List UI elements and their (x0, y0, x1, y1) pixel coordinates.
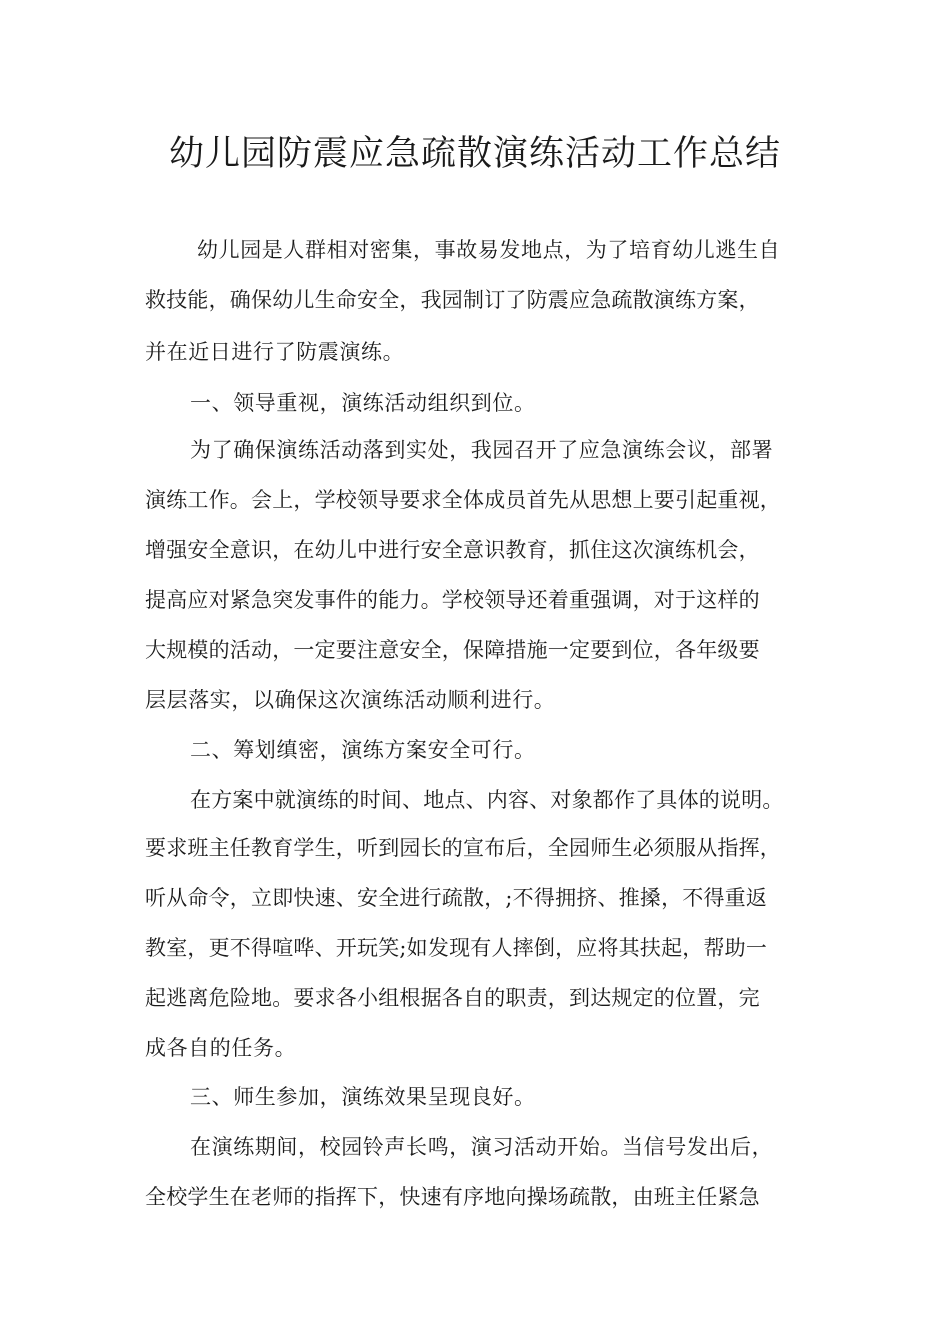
section-heading: 二、筹划缜密，演练方案安全可行。 (190, 738, 536, 762)
paragraph-line: 成各自的任务。 (145, 1036, 297, 1060)
paragraph-line: 提高应对紧急突发事件的能力。学校领导还着重强调，对于这样的 (145, 588, 760, 612)
paragraph-line: 并在近日进行了防震演练。 (145, 340, 405, 364)
paragraph-line: 全校学生在老师的指挥下，快速有序地向操场疏散，由班主任紧急 (145, 1185, 760, 1209)
paragraph-line: 幼儿园是人群相对密集，事故易发地点，为了培育幼儿逃生自 (197, 238, 781, 262)
section-heading: 一、领导重视，演练活动组织到位。 (190, 391, 536, 415)
section-heading: 三、师生参加，演练效果呈现良好。 (190, 1085, 536, 1109)
document-title: 幼儿园防震应急疏散演练活动工作总结 (168, 134, 781, 174)
paragraph-line: 要求班主任教育学生，听到园长的宣布后，全园师生必须服从指挥， (145, 836, 781, 860)
paragraph-line: 演练工作。会上，学校领导要求全体成员首先从思想上要引起重视， (145, 488, 781, 512)
paragraph-line: 增强安全意识，在幼儿中进行安全意识教育，抓住这次演练机会， (145, 538, 760, 562)
paragraph-line: 起逃离危险地。要求各小组根据各自的职责，到达规定的位置，完 (145, 986, 760, 1010)
paragraph-line: 教室，更不得喧哗、开玩笑;如发现有人摔倒，应将其扶起，帮助一 (145, 936, 768, 960)
paragraph-line: 救技能，确保幼儿生命安全，我园制订了防震应急疏散演练方案， (145, 288, 760, 312)
paragraph-line: 层层落实，以确保这次演练活动顺利进行。 (145, 688, 556, 712)
paragraph-line: 为了确保演练活动落到实处，我园召开了应急演练会议，部署 (190, 438, 774, 462)
paragraph-line: 听从命令，立即快速、安全进行疏散，;不得拥挤、推搡，不得重返 (145, 886, 768, 910)
paragraph-line: 在方案中就演练的时间、地点、内容、对象都作了具体的说明。 (190, 788, 784, 812)
paragraph-line: 在演练期间，校园铃声长鸣，演习活动开始。当信号发出后， (190, 1135, 774, 1159)
paragraph-line: 大规模的活动，一定要注意安全，保障措施一定要到位，各年级要 (145, 638, 760, 662)
